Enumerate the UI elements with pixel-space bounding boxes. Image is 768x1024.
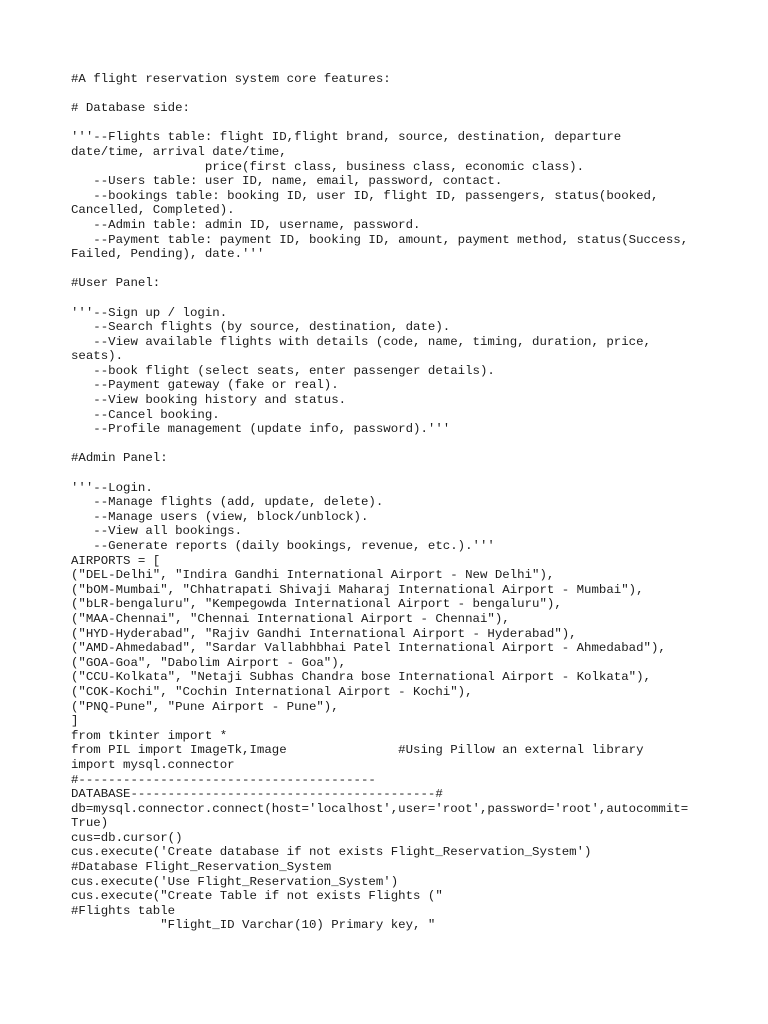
text-line: ("PNQ-Pune", "Pune Airport - Pune"), [71, 699, 339, 714]
text-line [71, 437, 761, 452]
text-line: price(first class, business class, economic class). [71, 159, 585, 174]
text-line [71, 262, 761, 277]
text-line: #Admin Panel: [71, 451, 168, 466]
text-line: --Users table: user ID, name, email, password, contact. [71, 174, 503, 189]
text-line: #Database Flight_Reservation_System [71, 860, 332, 875]
text-line: cus.execute("Create Table if not exists Flights (" [71, 889, 443, 904]
text-line: ("bOM-Mumbai", "Chhatrapati Shivaji Maharaj International Airport - Mumbai"), [71, 582, 644, 597]
text-line [71, 116, 761, 131]
text-line [71, 87, 761, 102]
text-line: from tkinter import * [71, 728, 228, 743]
text-line: --Profile management (update info, password).''' [71, 422, 451, 437]
text-line: --View all bookings. [71, 524, 243, 539]
text-line: cus=db.cursor() [71, 830, 183, 845]
text-line [71, 466, 761, 481]
text-line: '''--Flights table: flight ID,flight brand, source, destination, departure [71, 130, 622, 145]
text-line: '''--Sign up / login. [71, 305, 228, 320]
text-line: --View available flights with details (code, name, timing, duration, price, [71, 334, 651, 349]
text-line: cus.execute('Use Flight_Reservation_System') [71, 874, 399, 889]
text-line: date/time, arrival date/time, [71, 144, 287, 159]
text-line: cus.execute('Create database if not exists Flight_Reservation_System') [71, 845, 592, 860]
text-line: --Manage flights (add, update, delete). [71, 495, 384, 510]
text-line: "Flight_ID Varchar(10) Primary key, " [71, 918, 436, 933]
text-line: --Search flights (by source, destination, date). [71, 320, 451, 335]
text-line: ] [71, 714, 79, 729]
text-line: ("GOA-Goa", "Dabolim Airport - Goa"), [71, 655, 347, 670]
text-line: --Manage users (view, block/unblock). [71, 509, 369, 524]
text-line: Cancelled, Completed). [71, 203, 235, 218]
text-line: ("HYD-Hyderabad", "Rajiv Gandhi International Airport - Hyderabad"), [71, 626, 577, 641]
text-line: seats). [71, 349, 124, 364]
text-line: Failed, Pending), date.''' [71, 247, 265, 262]
text-line [71, 291, 761, 306]
text-line: #Flights table [71, 903, 176, 918]
text-line: AIRPORTS = [ [71, 553, 161, 568]
text-line: ("bLR-bengaluru", "Kempegowda International Airport - bengaluru"), [71, 597, 562, 612]
text-line: ("MAA-Chennai", "Chennai International Airport - Chennai"), [71, 611, 510, 626]
text-line: ("COK-Kochi", "Cochin International Airport - Kochi"), [71, 684, 473, 699]
text-line: #User Panel: [71, 276, 161, 291]
text-line: #A flight reservation system core features: [71, 72, 391, 86]
text-line: --Admin table: admin ID, username, password. [71, 217, 421, 232]
text-line: ("DEL-Delhi", "Indira Gandhi International Airport - New Delhi"), [71, 568, 555, 583]
text-line: DATABASE-----------------------------------------# [71, 787, 443, 802]
text-line: # Database side: [71, 101, 190, 116]
text-line: '''--Login. [71, 480, 153, 495]
text-line: --Cancel booking. [71, 407, 220, 422]
text-line: --book flight (select seats, enter passenger details). [71, 363, 495, 378]
text-line: True) [71, 816, 109, 831]
code-text-block [71, 72, 761, 933]
text-line: --Payment gateway (fake or real). [71, 378, 339, 393]
text-line: import mysql.connector [71, 757, 235, 772]
text-line: ("AMD-Ahmedabad", "Sardar Vallabhbhai Patel International Airport - Ahmedabad"), [71, 641, 666, 656]
text-line: --Generate reports (daily bookings, revenue, etc.).''' [71, 539, 495, 553]
text-line: --View booking history and status. [71, 393, 347, 408]
text-line: db=mysql.connector.connect(host='localhost',user='root',password='root',autocommit= [71, 801, 689, 816]
text-line: #---------------------------------------- [71, 772, 376, 787]
text-line: --Payment table: payment ID, booking ID, amount, payment method, status(Success, [71, 232, 689, 247]
text-line: --bookings table: booking ID, user ID, flight ID, passengers, status(booked, [71, 188, 659, 203]
text-line: from PIL import ImageTk,Image #Using Pillow an external library [71, 743, 644, 758]
text-line: ("CCU-Kolkata", "Netaji Subhas Chandra bose International Airport - Kolkata"), [71, 670, 651, 685]
